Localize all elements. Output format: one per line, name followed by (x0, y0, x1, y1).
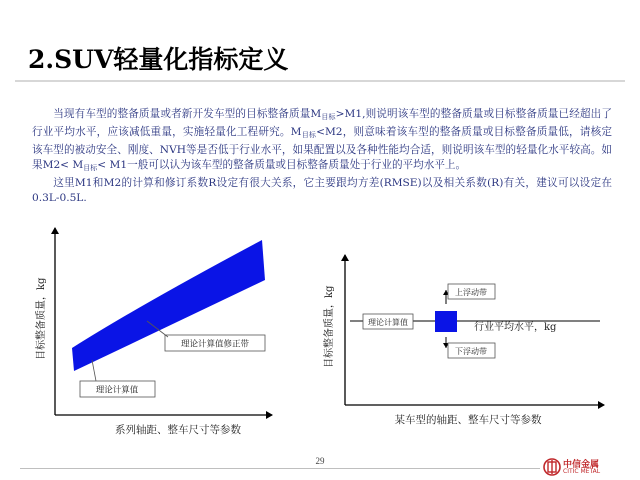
p1-text-2: >M1,则说明该车型的整备质量或目标整备质量已经超出了行业平均水平，应该减低重量，实施轻量化工程研究。M (32, 108, 612, 138)
p1-text-1: 当现有车型的整备质量或者新开发车型的目标整备质量M (53, 108, 322, 120)
logo-text-en: CITIC METAL (563, 468, 601, 475)
industry-average-label: 行业平均水平，kg (474, 322, 557, 333)
p1-sub-2: 目标 (301, 131, 317, 139)
p1-sub-3: 目标 (83, 164, 98, 172)
left-diagram (34, 228, 272, 436)
upper-band-label: 上浮动带 (455, 288, 487, 297)
left-x-label: 系列轴距、整车尺寸等参数 (115, 424, 241, 436)
target-box (435, 311, 457, 332)
right-diagram (322, 255, 604, 426)
line-label: 理论计算值 (95, 385, 139, 396)
citic-metal-logo (543, 456, 633, 480)
page-title: 2.SUV轻量化指标定义 (28, 45, 289, 74)
band-label: 理论计算值修正带 (180, 339, 250, 350)
paragraph-2: 这里M1和M2的计算和修订系数R设定有很大关系，它主要跟均方差(RMSE)以及相关系数(R)有关，建议可以设定在0.3L-0.5L. (32, 177, 612, 204)
right-x-label: 某车型的轴距、整车尺寸等参数 (394, 414, 542, 426)
line-label-leader (92, 360, 96, 381)
left-y-label: 目标整备质量，kg (36, 277, 47, 360)
footer-divider (20, 468, 540, 469)
p1-text-3: <M2，则意味着该车型的整备质量或目标整备质量低，请核定该车型的被动安全、刚度、NVH等是否低于行业水平，如果配置以及各种性能均合适，则说明该车型的轻量化水平较高。如果M2< M (32, 126, 612, 171)
p1-text-4: < M1一般可以认为该车型的整备质量或目标整备质量处于行业的平均水平上。 (97, 159, 467, 171)
page-number: 29 (315, 456, 325, 466)
citic-logo-icon (543, 456, 563, 478)
right-y-label: 目标整备质量，kg (324, 285, 335, 368)
p1-sub-1: 目标 (321, 113, 336, 121)
logo-text-cn: 中信金属 (563, 460, 600, 470)
calc-value-label: 理论计算值 (368, 318, 408, 327)
lower-band-label: 下浮动带 (455, 347, 487, 356)
